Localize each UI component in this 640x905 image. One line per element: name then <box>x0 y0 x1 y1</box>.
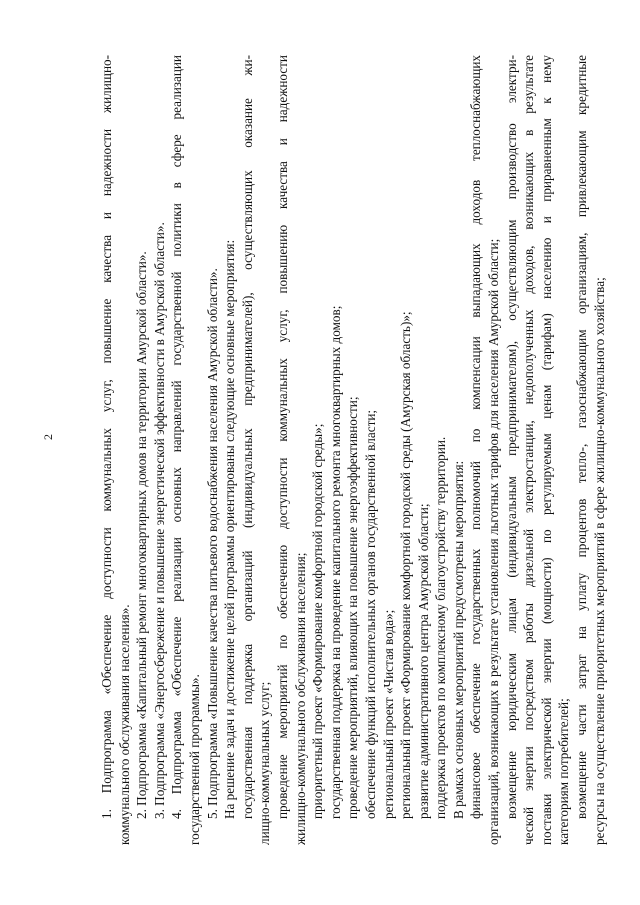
text-line: В рамках основных мероприятий предусмотрены мероприятия: <box>450 460 466 819</box>
text-line: 5. Подпрограмма «Повышение качества питьевого водоснабжения населения Амурской области». <box>204 268 220 819</box>
text-line: региональный проект «Формирование комфортной городской среды (Амурская область)»; <box>398 311 414 819</box>
text-line: ресурсы на осуществление приоритетных мероприятий в сфере жилищно-коммунального хозяйства; <box>591 277 607 845</box>
text-line: 1. Подпрограмма «Обеспечение доступности коммунальных услуг, повышение качества и надежности жилищно- <box>99 55 114 819</box>
text-line: поставки электрической энергии (мощности) по регулируемым ценам (тарифам) населению и приравненным к нему <box>538 55 554 845</box>
text-line: проведение мероприятий, влияющих на повышение энергоэффективности; <box>345 396 361 819</box>
text-line: категориям потребителей; <box>556 698 572 845</box>
text-line: жилищно-коммунального обслуживания населения; <box>292 552 308 845</box>
text-line: 4. Подпрограмма «Обеспечение реализации основных направлений государственной политики в сфере реализации <box>169 55 185 819</box>
text-line: возмещение юридическим лицам (индивидуальным предпринимателям), осуществляющим производство электри- <box>503 55 519 819</box>
text-line: региональный проект «Чистая вода»; <box>380 609 396 819</box>
text-line: развитие административного центра Амурской области; <box>415 503 431 819</box>
text-line: финансовое обеспечение государственных полномочий по компенсации выпадающих доходов теплоснабжающих <box>468 55 484 819</box>
text-line: государственная поддержка на проведение капитального ремонта многоквартирных домов; <box>327 305 343 819</box>
text-line: организаций, возникающих в результате установления льготных тарифов для населения Амурской области; <box>486 238 502 845</box>
text-line: 2. Подпрограмма «Капитальный ремонт многоквартирных домов на территории Амурской области». <box>134 251 150 819</box>
text-line: 3. Подпрограмма «Энергосбережение и повышение энергетической эффективности в Амурской области». <box>151 222 167 819</box>
text-line: обеспечение функций исполнительных органов государственной власти; <box>362 409 378 819</box>
text-line: проведение мероприятий по обеспечению доступности коммунальных услуг, повышению качества и надежности <box>274 55 290 819</box>
text-line: возмещение части затрат на уплату процентов тепло-, газоснабжающим организациям, привлекающим кредитные <box>574 55 590 819</box>
text-line: поддержка проектов по комплексному благоустройству территории. <box>433 436 449 819</box>
text-line: На решение задач и достижение целей программы ориентированы следующие основные мероприятия: <box>222 239 238 819</box>
text-line: государственной программы». <box>186 674 202 845</box>
document-body <box>98 55 608 845</box>
text-line: лищно-коммунальных услуг; <box>257 681 273 845</box>
text-line: государственная поддержка организаций (индивидуальных предпринимателей), осуществляющих оказание жи- <box>239 55 255 819</box>
text-line: приоритетный проект «Формирование комфортной городской среды»; <box>310 423 326 819</box>
text-line: ческой энергии посредством работы дизельной электростанции, недополученных доходов, возникающих в результате <box>521 55 537 845</box>
text-line: коммунального обслуживания населения». <box>116 604 132 845</box>
page-number: 2 <box>41 434 55 440</box>
